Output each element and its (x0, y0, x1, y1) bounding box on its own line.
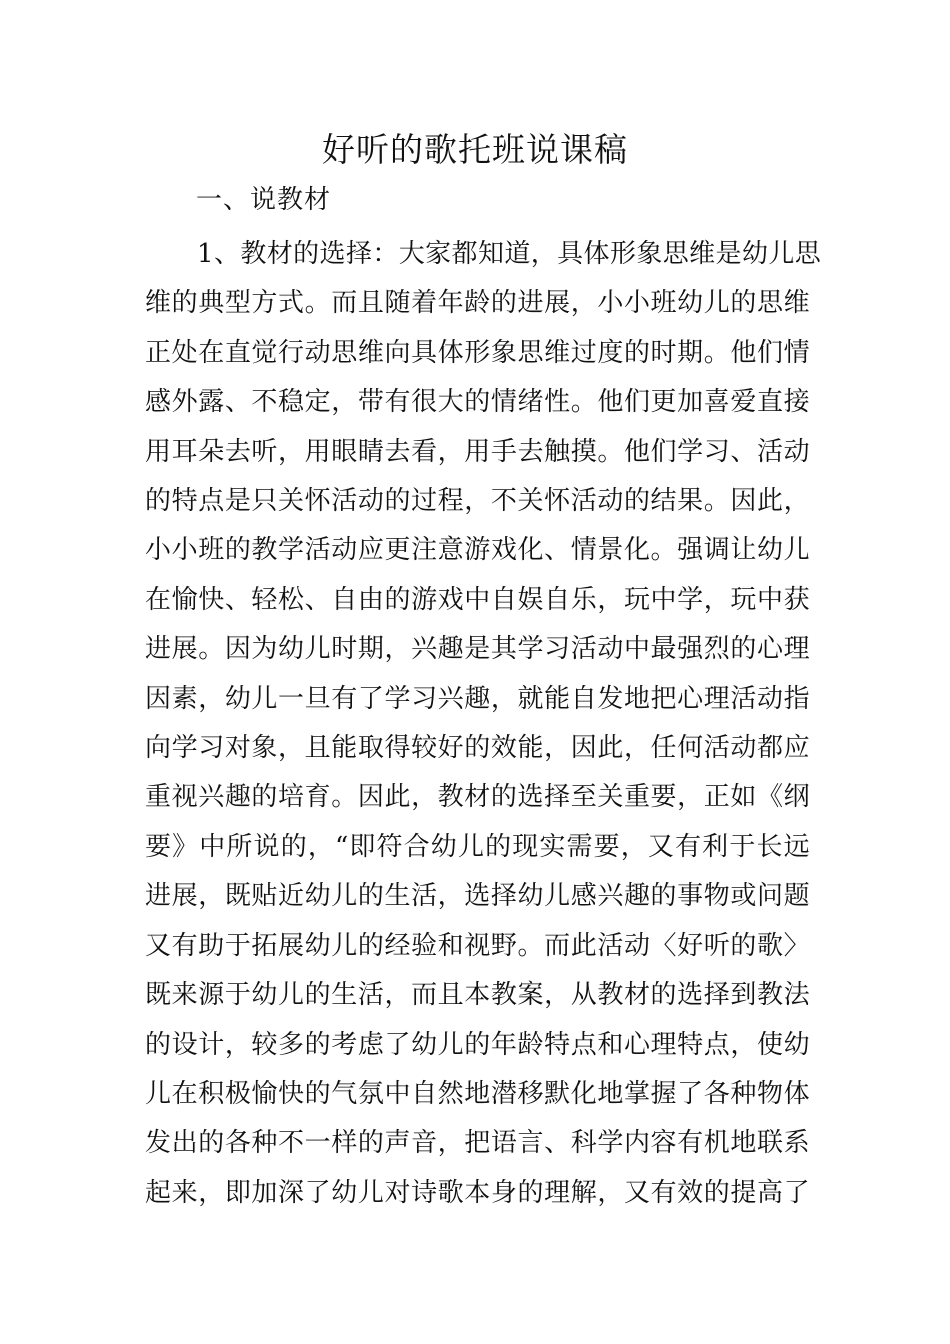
paragraph-line: 正处在直觉行动思维向具体形象思维过度的时期。他们情 (145, 337, 810, 368)
paragraph-line: 因素，幼儿一旦有了学习兴趣，就能自发地把心理活动指 (145, 683, 810, 714)
paragraph-line: 起来，即加深了幼儿对诗歌本身的理解，又有效的提高了 (145, 1177, 810, 1208)
document-title: 好听的歌托班说课稿 (322, 130, 628, 169)
paragraph-line: 在愉快、轻松、自由的游戏中自娱自乐，玩中学，玩中获 (145, 584, 810, 615)
paragraph-line: 儿在积极愉快的气氛中自然地潜移默化地掌握了各种物体 (145, 1078, 810, 1109)
section-heading: 一、说教材 (196, 185, 332, 215)
paragraph-line: 进展，既贴近幼儿的生活，选择幼儿感兴趣的事物或问题 (145, 881, 810, 912)
paragraph-line: 的设计，较多的考虑了幼儿的年龄特点和心理特点，使幼 (145, 1029, 810, 1060)
paragraph-line: 要》中所说的，“即符合幼儿的现实需要，又有利于长远 (145, 831, 810, 862)
paragraph-line: 发出的各种不一样的声音，把语言、科学内容有机地联系 (145, 1128, 810, 1159)
paragraph-line: 小小班的教学活动应更注意游戏化、情景化。强调让幼儿 (145, 535, 810, 566)
paragraph-line: 重视兴趣的培育。因此，教材的选择至关重要，正如《纲 (145, 782, 810, 813)
paragraph-line: 既来源于幼儿的生活，而且本教案，从教材的选择到教法 (145, 980, 810, 1011)
paragraph-line: 的特点是只关怀活动的过程，不关怀活动的结果。因此， (145, 486, 810, 517)
paragraph-line: 感外露、不稳定，带有很大的情绪性。他们更加喜爱直接 (145, 387, 810, 418)
paragraph-line: 用耳朵去听，用眼睛去看，用手去触摸。他们学习、活动 (145, 436, 810, 467)
paragraph-line: 又有助于拓展幼儿的经验和视野。而此活动〈好听的歌〉 (145, 930, 810, 961)
paragraph-line: 1、教材的选择：大家都知道，具体形象思维是幼儿思 (197, 239, 822, 269)
body-paragraph (145, 230, 822, 1218)
paragraph-line: 进展。因为幼儿时期，兴趣是其学习活动中最强烈的心理 (145, 634, 810, 665)
paragraph-line: 维的典型方式。而且随着年龄的进展，小小班幼儿的思维 (145, 288, 810, 319)
paragraph-line: 向学习对象，且能取得较好的效能，因此，任何活动都应 (145, 733, 810, 764)
